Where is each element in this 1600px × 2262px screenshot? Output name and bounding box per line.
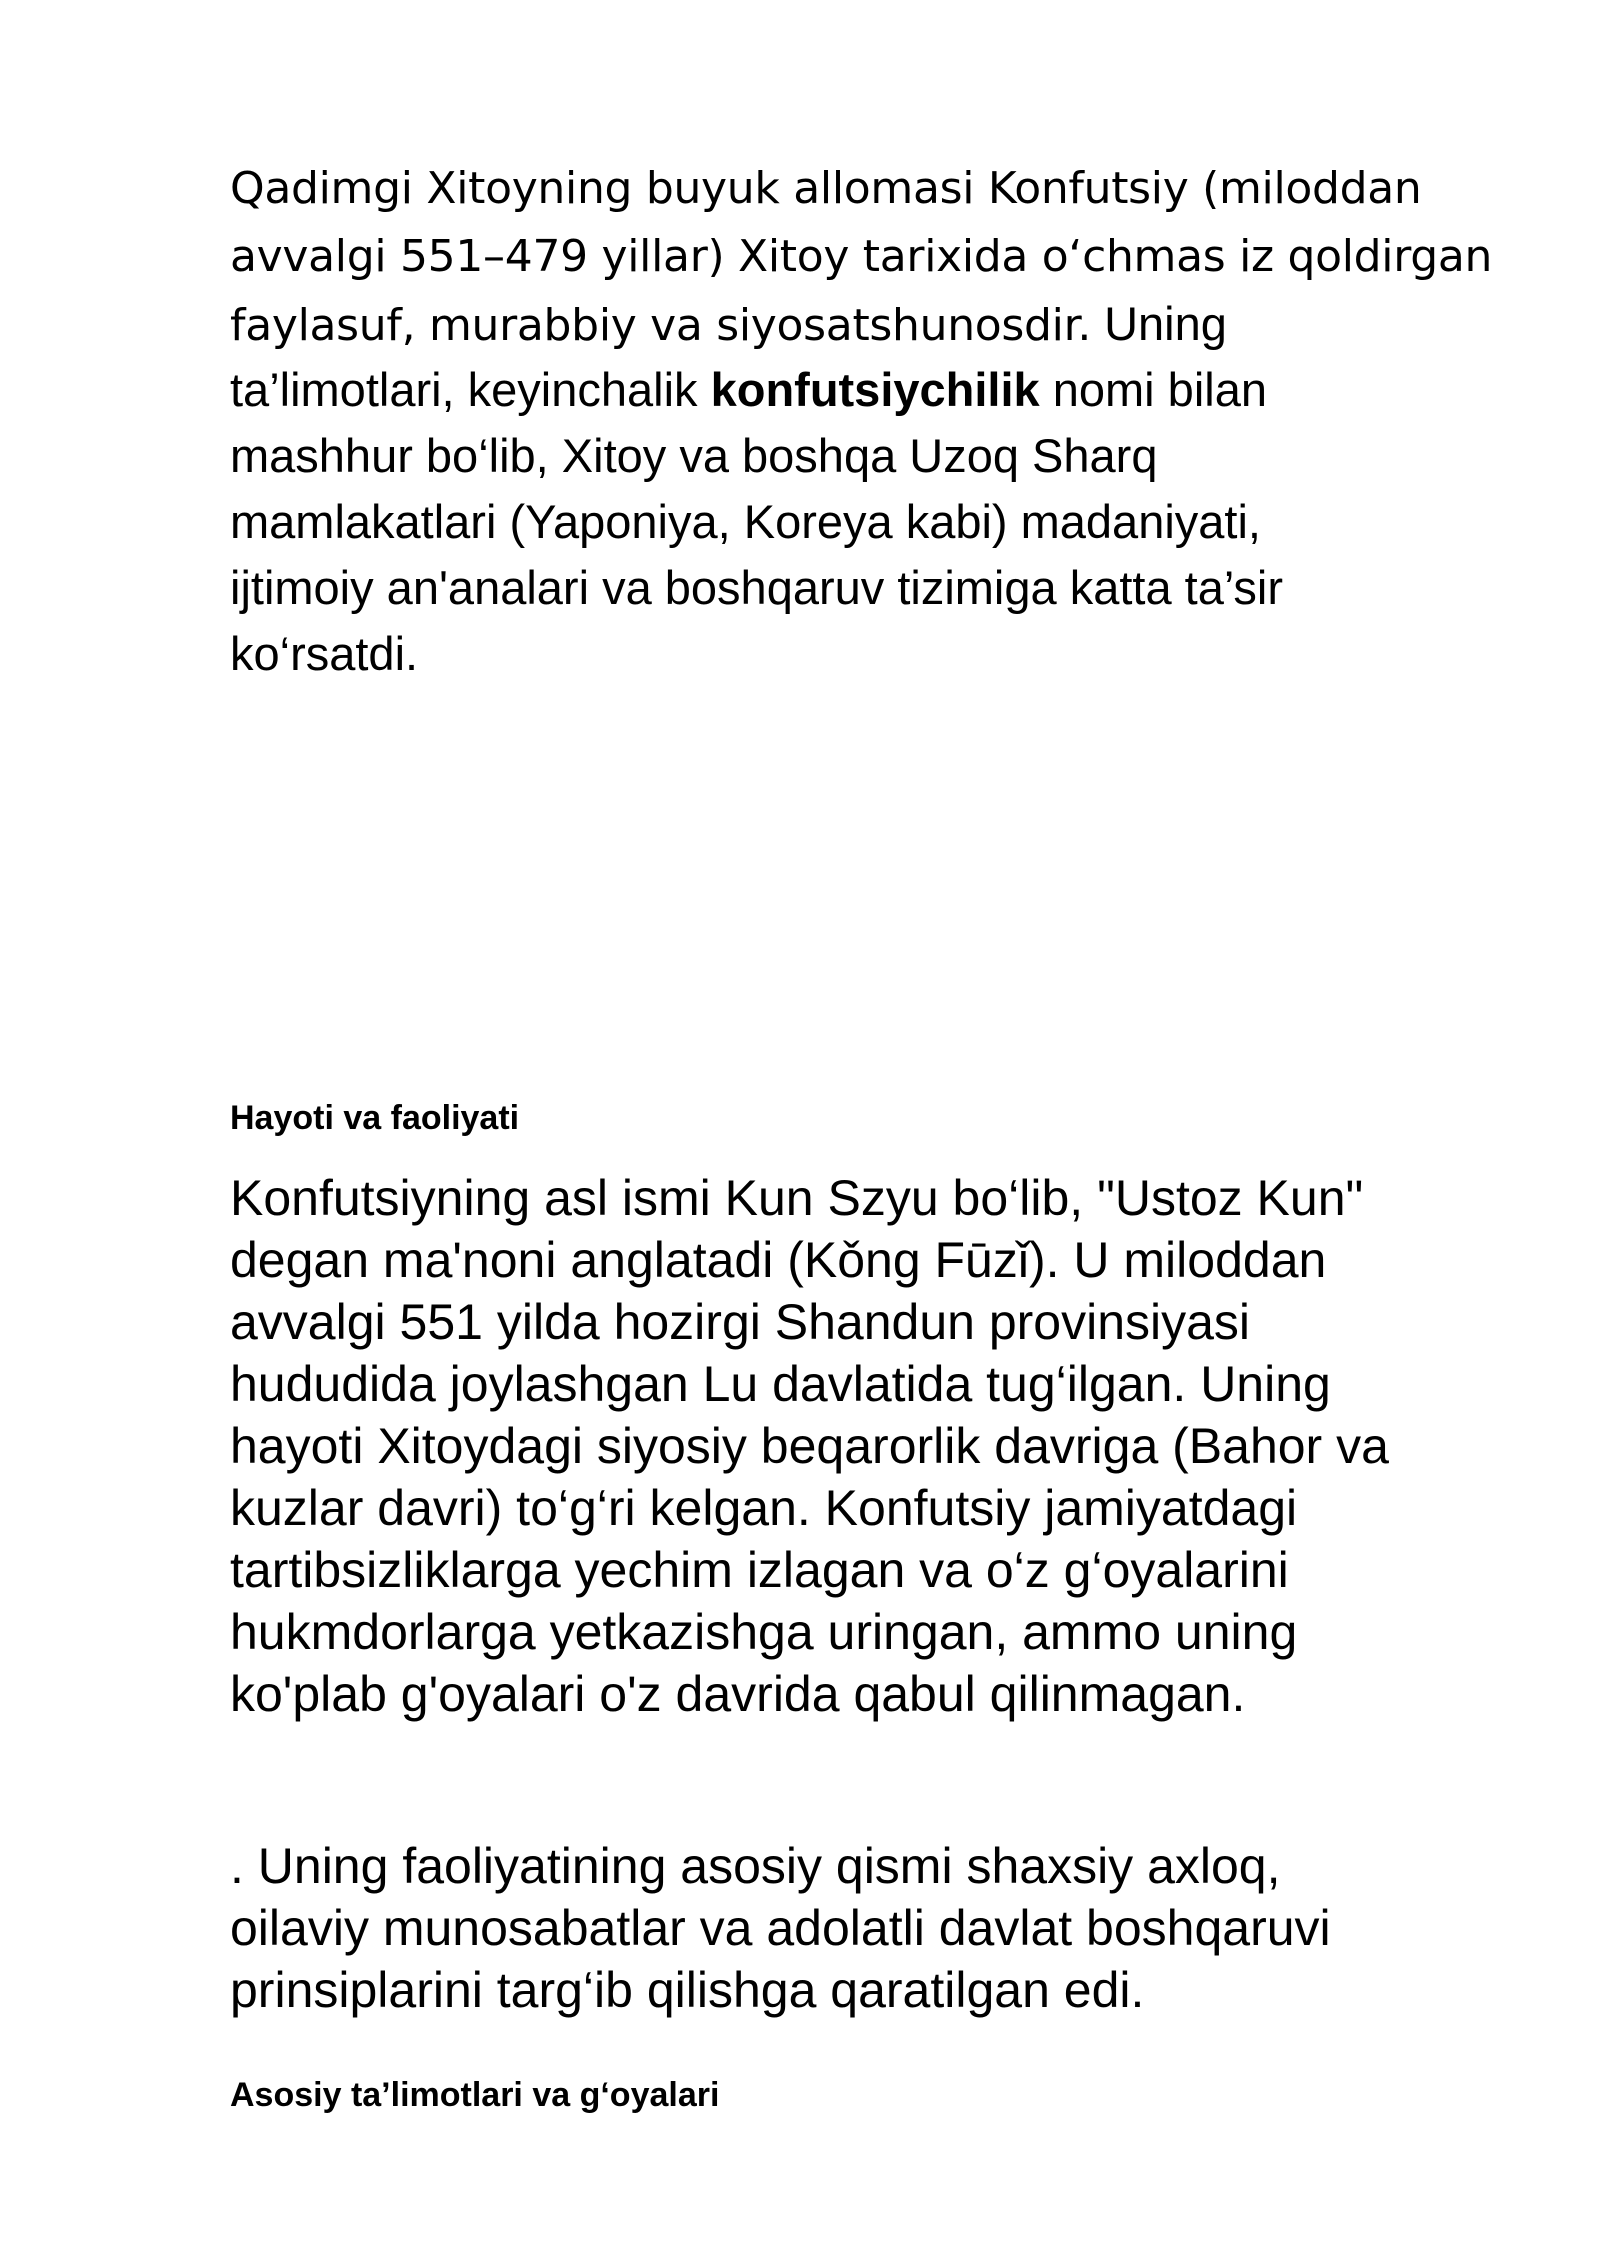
section2-paragraph: [230, 1835, 1530, 2021]
intro-line-1: Qadimgi Xitoyning buyuk allomasi Konfutsiy (miloddan: [230, 163, 1422, 214]
intro-line-7: ijtimoiy an'analari va boshqaruv tizimiga katta ta’sir: [230, 561, 1284, 614]
section-heading-asosiy: Asosiy ta’limotlari va g‘oyalari: [230, 2076, 720, 2114]
paragraph-line: prinsiplarini targ‘ib qilishga qaratilgan edi.: [230, 1962, 1145, 2018]
intro-line-3-end: Uning: [1091, 297, 1227, 350]
intro-line-8: ko‘rsatdi.: [230, 627, 419, 680]
paragraph-line: Konfutsiyning asl ismi Kun Szyu bo‘lib, "Ustoz Kun": [230, 1170, 1364, 1226]
paragraph-line: hayoti Xitoydagi siyosiy beqarorlik davriga (Bahor va: [230, 1418, 1389, 1474]
paragraph-line: avvalgi 551 yilda hozirgi Shandun provinsiyasi: [230, 1294, 1251, 1350]
paragraph-line: oilaviy munosabatlar va adolatli davlat boshqaruvi: [230, 1900, 1331, 1956]
intro-line-4-start: ta’limotlari, keyinchalik: [230, 363, 711, 416]
paragraph-line: ko'plab g'oyalari o'z davrida qabul qilinmagan.: [230, 1666, 1246, 1722]
paragraph-line: hududida joylashgan Lu davlatida tug‘ilgan. Uning: [230, 1356, 1331, 1412]
intro-paragraph: [230, 155, 1530, 687]
paragraph-line: kuzlar davri) to‘g‘ri kelgan. Konfutsiy jamiyatdagi: [230, 1480, 1298, 1536]
paragraph-line: tartibsizliklarga yechim izlagan va o‘z g‘oyalarini: [230, 1542, 1289, 1598]
intro-line-2: avvalgi 551–479 yillar) Xitoy tarixida o‘chmas iz qoldirgan: [230, 231, 1493, 282]
intro-line-6: mamlakatlari (Yaponiya, Koreya kabi) madaniyati,: [230, 495, 1261, 548]
konfutsiychilik-term: konfutsiychilik: [710, 363, 1040, 416]
section-heading-hayoti: Hayoti va faoliyati: [230, 1099, 520, 1137]
paragraph-line: hukmdorlarga yetkazishga uringan, ammo uning: [230, 1604, 1298, 1660]
intro-line-3: [230, 291, 1530, 357]
intro-line-4: [230, 357, 1530, 423]
paragraph-line: degan ma'noni anglatadi (Kǒng Fūzǐ). U miloddan: [230, 1232, 1327, 1288]
paragraph-line: . Uning faoliyatining asosiy qismi shaxsiy axloq,: [230, 1838, 1281, 1894]
intro-line-3-start: faylasuf, murabbiy va siyosatshunosdir.: [230, 300, 1092, 351]
section1-paragraph: [230, 1167, 1530, 1725]
intro-line-4-end: nomi bilan: [1039, 363, 1267, 416]
intro-line-5: mashhur bo‘lib, Xitoy va boshqa Uzoq Sharq: [230, 429, 1158, 482]
